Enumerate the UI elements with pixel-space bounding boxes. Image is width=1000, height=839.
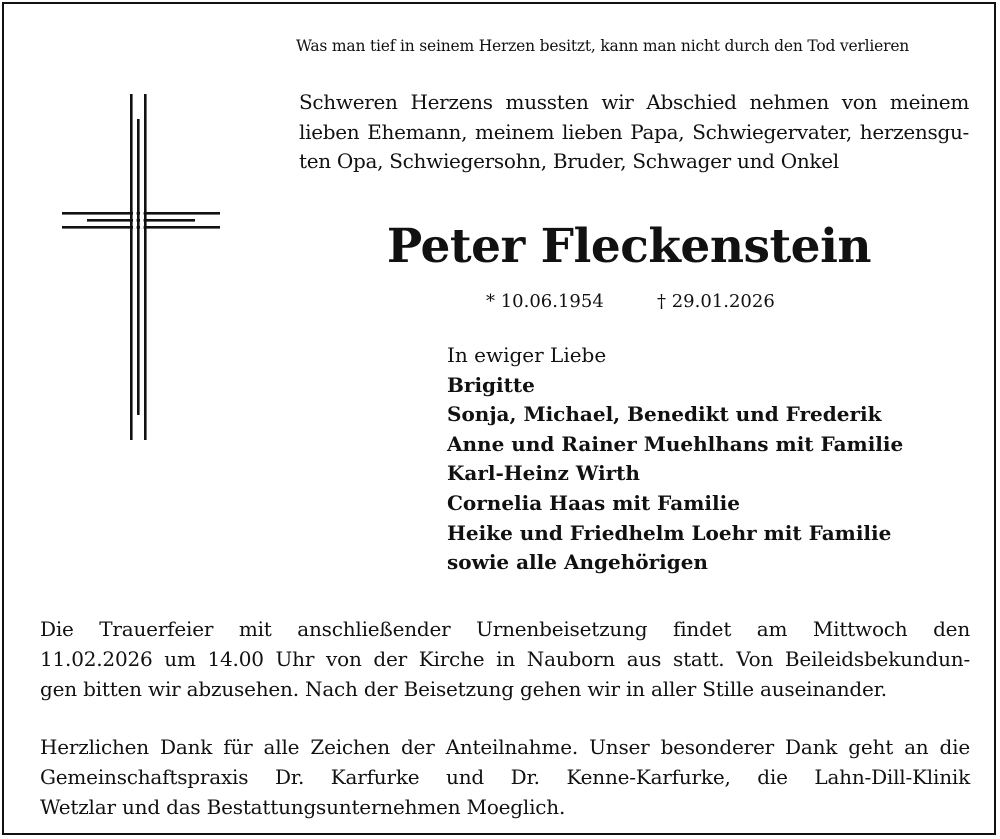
birth-date: * 10.06.1954 bbox=[486, 291, 604, 312]
mourner-name: Cornelia Haas mit Familie bbox=[447, 490, 740, 515]
thanks-paragraph bbox=[40, 733, 970, 822]
ceremony-paragraph bbox=[40, 615, 970, 704]
motto: Was man tief in seinem Herzen besitzt, kann man nicht durch den Tod verlieren bbox=[296, 37, 910, 55]
ceremony-line: Die Trauerfeier mit anschließender Urnenbeisetzung findet am Mittwoch den bbox=[40, 617, 970, 641]
intro-line: ten Opa, Schwiegersohn, Bruder, Schwager und Onkel bbox=[299, 149, 839, 173]
mourner-name: Heike und Friedhelm Loehr mit Familie bbox=[447, 520, 892, 545]
ceremony-line: 11.02.2026 um 14.00 Uhr von der Kirche in Nauborn aus statt. Von Beileidsbekundun- bbox=[40, 646, 970, 671]
intro-text bbox=[299, 88, 969, 177]
death-date: † 29.01.2026 bbox=[657, 291, 775, 312]
intro-line: lieben Ehemann, meinem lieben Papa, Schwiegervater, herzensgu- bbox=[299, 119, 969, 144]
mourner-name: Karl-Heinz Wirth bbox=[447, 461, 640, 486]
deceased-name: Peter Fleckenstein bbox=[386, 219, 872, 274]
mourner-name: Anne und Rainer Muehlhans mit Familie bbox=[447, 431, 904, 456]
mourners-list bbox=[447, 341, 903, 578]
ceremony-line: gen bitten wir abzusehen. Nach der Beisetzung gehen wir in aller Stille auseinander. bbox=[40, 676, 887, 701]
intro-line: Schweren Herzens mussten wir Abschied nehmen von meinem bbox=[299, 90, 969, 114]
obituary-notice bbox=[2, 2, 996, 835]
mourner-name: Brigitte bbox=[447, 372, 535, 397]
thanks-line: Gemeinschaftspraxis Dr. Karfurke und Dr. Kenne-Karfurke, die Lahn-Dill-Klinik bbox=[40, 764, 970, 789]
mourner-name: Sonja, Michael, Benedikt und Frederik bbox=[447, 402, 882, 427]
mourner-name: sowie alle Angehörigen bbox=[447, 550, 708, 575]
thanks-line: Herzlichen Dank für alle Zeichen der Anteilnahme. Unser besonderer Dank geht an die bbox=[40, 735, 970, 759]
thanks-line: Wetzlar und das Bestattungsunternehmen Moeglich. bbox=[40, 794, 566, 819]
mourners-lead: In ewiger Liebe bbox=[447, 343, 607, 367]
